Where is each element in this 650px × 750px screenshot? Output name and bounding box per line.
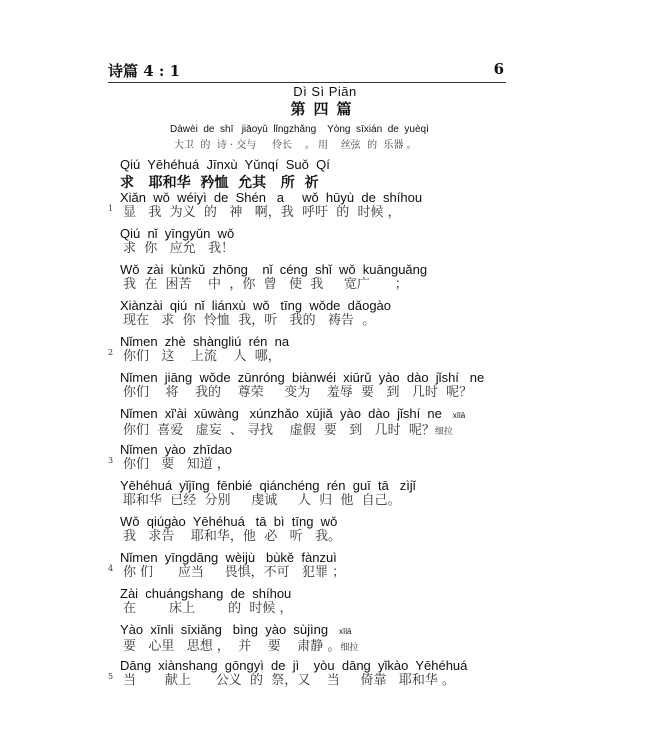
chinese-line bbox=[120, 385, 484, 401]
section-heading-chinese: 求 耶和华 矜恤 允其 所 祈 bbox=[120, 175, 319, 191]
chinese-line bbox=[120, 639, 358, 656]
chinese-line bbox=[120, 565, 345, 581]
verse-line bbox=[120, 442, 232, 473]
chinese-text: 你 们 应当 畏惧，不可 犯罪 ； bbox=[123, 565, 346, 580]
chinese-line bbox=[120, 673, 467, 689]
verse-line bbox=[120, 190, 422, 221]
book-reference: 诗篇 4 : 1 bbox=[108, 62, 181, 80]
chinese-text: 你们 要 知道 ， bbox=[123, 457, 230, 472]
pinyin-line bbox=[120, 298, 391, 313]
verse-number: 3 bbox=[108, 456, 114, 465]
running-head bbox=[108, 60, 506, 83]
chinese-text: 当 献上 公义 的 祭，又 当 倚靠 耶和华 。 bbox=[123, 673, 455, 688]
section-heading-pinyin: Qiú Yēhéhuá Jīnxù Yǔnqí Suǒ Qí bbox=[120, 157, 330, 172]
pinyin-text: Xiànzài qiú nǐ liánxù wǒ tīng wǒde dǎogào bbox=[120, 298, 392, 313]
verse-line bbox=[120, 298, 391, 329]
pinyin-line bbox=[120, 442, 232, 457]
verse-number: 5 bbox=[108, 672, 114, 681]
superscription-chinese: 大卫 的 诗 · 交与 伶长 。 用 丝弦 的 乐器 。 bbox=[174, 140, 417, 151]
chinese-text: 你们 喜爱 虚妄 、 寻找 虚假 要 到 几时 呢？ bbox=[123, 423, 435, 438]
chinese-line bbox=[120, 277, 427, 293]
chinese-text: 你们 将 我的 尊荣 变为 羞辱 要 到 几时 呢？ bbox=[123, 385, 473, 400]
pinyin-line bbox=[120, 622, 358, 639]
chinese-line bbox=[120, 423, 465, 440]
chinese-text: 求 你 应允 我！ bbox=[123, 241, 235, 256]
pinyin-text: Yēhéhuá yǐjīng fēnbié qiánchéng rén guī tā zìjǐ bbox=[120, 478, 416, 493]
verse-number: 4 bbox=[108, 564, 114, 573]
verse-line bbox=[120, 586, 293, 617]
pinyin-line bbox=[120, 514, 341, 529]
verse-line bbox=[120, 658, 467, 689]
verse-line bbox=[120, 370, 484, 401]
pinyin-text: Qiú nǐ yīngyǔn wǒ bbox=[120, 226, 235, 241]
chinese-line bbox=[120, 529, 341, 545]
pinyin-text: Nǐmen yīngdāng wèijù bùkě fànzuì bbox=[120, 550, 337, 565]
chinese-text: 你们 这 上流 人 哪， bbox=[123, 349, 281, 364]
verse-line bbox=[120, 478, 416, 509]
chinese-text: 要 心里 思想 ， 并 要 肃静 。 bbox=[123, 639, 341, 654]
chinese-text: 显 我 为义 的 神 啊，我 呼吁 的 时候 ， bbox=[123, 205, 401, 220]
pinyin-text: Nǐmen zhè shàngliú rén na bbox=[120, 334, 290, 349]
psalm-title-chinese: 第四篇 bbox=[290, 100, 360, 118]
selah-note-chinese: 细拉 bbox=[434, 427, 453, 437]
superscription-pinyin: Dàwèi de shī jiāoyǔ lǐngzhǎng Yòng sīxián de yuèqì bbox=[170, 124, 429, 135]
pinyin-text: Nǐmen jiāng wǒde zūnróng biànwéi xiūrǔ yào dào jǐshí ne bbox=[120, 370, 485, 385]
verse-line bbox=[120, 514, 341, 545]
chinese-line bbox=[120, 493, 416, 509]
pinyin-text: Wǒ zài kùnkǔ zhōng nǐ céng shǐ wǒ kuānguǎng bbox=[120, 262, 428, 277]
chinese-line bbox=[120, 205, 422, 221]
pinyin-text: Zài chuángshang de shíhou bbox=[120, 586, 292, 601]
pinyin-line bbox=[120, 658, 467, 673]
pinyin-line bbox=[120, 550, 345, 565]
selah-note-pinyin: xīlā bbox=[452, 411, 466, 420]
pinyin-text: Nǐmen xǐ'ài xūwàng xúnzhǎo xūjiǎ yào dào jǐshí ne bbox=[120, 406, 442, 421]
pinyin-line bbox=[120, 586, 293, 601]
verse-line bbox=[120, 406, 465, 440]
pinyin-line bbox=[120, 478, 416, 493]
selah-note-chinese: 细拉 bbox=[340, 643, 359, 653]
chinese-text: 在 床上 的 时候 ， bbox=[123, 601, 293, 616]
selah-note-pinyin: xīlā bbox=[338, 627, 352, 636]
verse-line bbox=[120, 262, 427, 293]
verse-number: 2 bbox=[108, 348, 114, 357]
chinese-text: 耶和华 已经 分别 虔诚 人 归 他 自己。 bbox=[123, 493, 401, 508]
pinyin-line bbox=[120, 226, 234, 241]
pinyin-text: Nǐmen yào zhīdao bbox=[120, 442, 233, 457]
chinese-line bbox=[120, 601, 293, 617]
pinyin-line bbox=[120, 406, 465, 423]
chinese-line bbox=[120, 349, 289, 365]
verse-line bbox=[120, 550, 345, 581]
pinyin-line bbox=[120, 262, 427, 277]
verse-line bbox=[120, 334, 289, 365]
pinyin-text: Dāng xiànshang gōngyì de jì yòu dāng yǐkào Yēhéhuá bbox=[120, 658, 468, 673]
verse-line bbox=[120, 226, 234, 257]
pinyin-text: Yào xīnli sīxiǎng bìng yào sùjìng bbox=[120, 622, 329, 637]
chinese-text: 我 在 困苦 中 ，你 曾 使 我 宽广 ； bbox=[123, 277, 408, 292]
chinese-line bbox=[120, 241, 234, 257]
page-number: 6 bbox=[493, 60, 504, 78]
pinyin-line bbox=[120, 370, 484, 385]
pinyin-text: Wǒ qiúgào Yēhéhuá tā bì tīng wǒ bbox=[120, 514, 338, 529]
verse-line bbox=[120, 622, 358, 656]
chinese-text: 我 求告 耶和华，他 必 听 我。 bbox=[123, 529, 341, 544]
chinese-line bbox=[120, 457, 232, 473]
pinyin-line bbox=[120, 334, 289, 349]
chinese-text: 现在 求 你 怜恤 我，听 我的 祷告 。 bbox=[123, 313, 376, 328]
pinyin-text: Xiǎn wǒ wéiyì de Shén a wǒ hūyù de shíhou bbox=[120, 190, 423, 205]
verse-number: 1 bbox=[108, 204, 114, 213]
psalm-title-pinyin: Dì Sì Piān bbox=[293, 84, 357, 99]
chinese-line bbox=[120, 313, 391, 329]
pinyin-line bbox=[120, 190, 422, 205]
